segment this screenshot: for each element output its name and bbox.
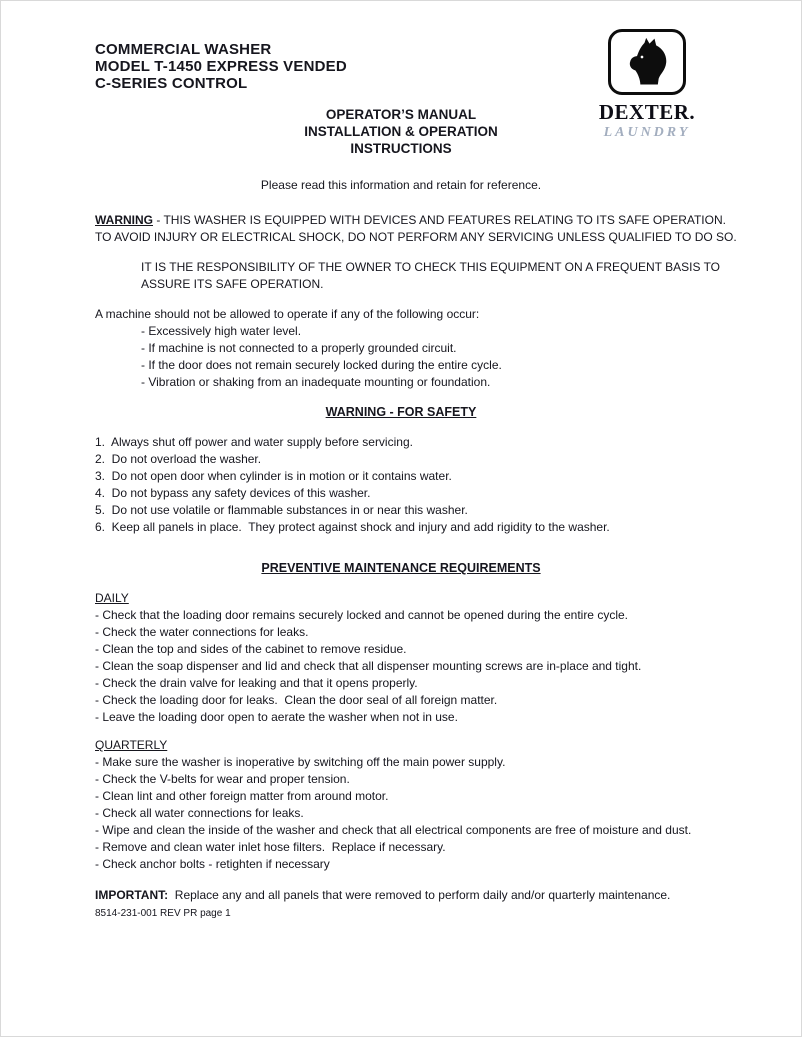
document-title-line: C-SERIES CONTROL	[95, 75, 248, 92]
operate-conditions-lead: A machine should not be allowed to operate if any of the following occur:	[95, 307, 480, 321]
manual-heading-line: INSTALLATION & OPERATION	[304, 124, 498, 139]
quarterly-item: - Check anchor bolts - retighten if necessary	[95, 857, 330, 871]
owner-responsibility: IT IS THE RESPONSIBILITY OF THE OWNER TO CHECK THIS EQUIPMENT ON A FREQUENT BASIS TO ASSURE ITS SAFE OPERATION.	[141, 260, 723, 291]
quarterly-item: - Remove and clean water inlet hose filters. Replace if necessary.	[95, 840, 446, 854]
important-text: Replace any and all panels that were removed to perform daily and/or quarterly maintenance.	[168, 888, 671, 902]
daily-item: - Check the water connections for leaks.	[95, 625, 309, 639]
daily-item: - Clean the soap dispenser and lid and check that all dispenser mounting screws are in-place and tight.	[95, 659, 642, 673]
daily-item: - Check the loading door for leaks. Clean the door seal of all foreign matter.	[95, 693, 498, 707]
manual-heading-line: OPERATOR’S MANUAL	[325, 107, 477, 122]
warning-text: - THIS WASHER IS EQUIPPED WITH DEVICES AND FEATURES RELATING TO ITS SAFE OPERATION. TO AVOID INJURY OR ELECTRICAL SHOCK, DO NOT PERFORM ANY SERVICING UNLESS QUALIFIED TO DO SO.	[95, 213, 737, 244]
operate-condition-item: - Vibration or shaking from an inadequate mounting or foundation.	[141, 375, 491, 389]
dexter-wordmark: DEXTER.	[598, 100, 696, 124]
daily-item: - Check that the loading door remains securely locked and cannot be opened during the entire cycle.	[95, 608, 628, 622]
quarterly-item: - Check all water connections for leaks.	[95, 806, 304, 820]
horse-head-icon	[620, 37, 674, 87]
daily-item: - Clean the top and sides of the cabinet to remove residue.	[95, 642, 407, 656]
safety-list-item: 6. Keep all panels in place. They protect against shock and injury and add rigidity to the washer.	[95, 520, 610, 534]
daily-item: - Leave the loading door open to aerate the washer when not in use.	[95, 710, 458, 724]
maintenance-heading	[95, 560, 707, 577]
quarterly-label: QUARTERLY	[95, 738, 168, 752]
safety-list-item: 1. Always shut off power and water supply before servicing.	[95, 435, 413, 449]
quarterly-list	[95, 754, 741, 873]
important-note	[95, 887, 741, 904]
footer-text: 8514-231-001 REV PR page 1	[95, 908, 231, 919]
safety-heading-text: WARNING - FOR SAFETY	[325, 405, 477, 419]
laundry-wordmark: LAUNDRY	[603, 125, 691, 140]
logo-frame	[608, 29, 686, 95]
quarterly-item: - Clean lint and other foreign matter from around motor.	[95, 789, 389, 803]
intro-note: Please read this information and retain for reference.	[260, 178, 542, 192]
document-title-line: MODEL T-1450 EXPRESS VENDED	[95, 58, 347, 75]
safety-heading	[95, 404, 707, 421]
quarterly-item: - Make sure the washer is inoperative by switching off the main power supply.	[95, 755, 506, 769]
safety-list-item: 3. Do not open door when cylinder is in motion or it contains water.	[95, 469, 452, 483]
safety-list-item: 4. Do not bypass any safety devices of this washer.	[95, 486, 371, 500]
dexter-logo	[577, 29, 717, 141]
manual-heading-line: INSTRUCTIONS	[350, 141, 452, 156]
warning-label: WARNING	[95, 213, 153, 227]
quarterly-item: - Wipe and clean the inside of the washer and check that all electrical components are free of moisture and dust.	[95, 823, 692, 837]
maintenance-heading-text: PREVENTIVE MAINTENANCE REQUIREMENTS	[261, 561, 541, 575]
operate-conditions-list	[95, 323, 741, 391]
operate-condition-item: - If the door does not remain securely locked during the entire cycle.	[141, 358, 502, 372]
document-title-line: COMMERCIAL WASHER	[95, 41, 272, 58]
daily-label: DAILY	[95, 591, 129, 605]
daily-list	[95, 607, 741, 726]
important-label: IMPORTANT:	[95, 888, 169, 902]
operate-condition-item: - Excessively high water level.	[141, 324, 302, 338]
quarterly-item: - Check the V-belts for wear and proper tension.	[95, 772, 350, 786]
safety-list	[95, 434, 741, 536]
safety-list-item: 5. Do not use volatile or flammable substances in or near this washer.	[95, 503, 468, 517]
operate-condition-item: - If machine is not connected to a properly grounded circuit.	[141, 341, 457, 355]
daily-item: - Check the drain valve for leaking and that it opens properly.	[95, 676, 418, 690]
warning-paragraph	[95, 212, 741, 246]
safety-list-item: 2. Do not overload the washer.	[95, 452, 262, 466]
